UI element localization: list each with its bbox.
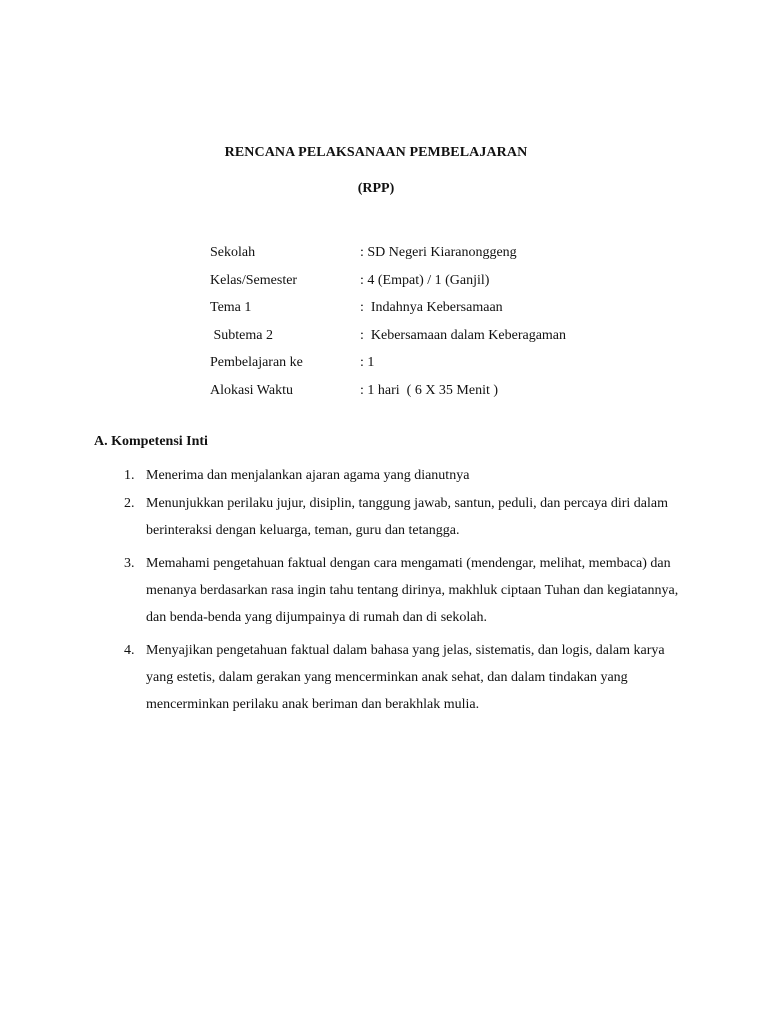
list-item-text: Menunjukkan perilaku jujur, disiplin, tanggung jawab, santun, peduli, dan percaya diri dalam berinteraksi dengan keluarga, teman, guru dan tetangga. — [146, 496, 668, 538]
identity-value: : Kebersamaan dalam Keberagaman — [360, 327, 567, 343]
kompetensi-inti-list — [120, 462, 680, 724]
identity-label: Tema 1 — [210, 300, 252, 316]
document-title: RENCANA PELAKSANAAN PEMBELAJARAN — [224, 145, 528, 160]
identity-label: Kelas/Semester — [210, 272, 298, 288]
list-item-number: 1. — [124, 468, 135, 483]
identity-row-sekolah — [210, 244, 650, 272]
identity-value: : 1 hari ( 6 X 35 Menit ) — [360, 382, 499, 398]
list-item — [120, 637, 680, 718]
list-item — [120, 490, 680, 544]
identity-row-tema — [210, 299, 650, 327]
identity-row-subtema — [210, 327, 650, 355]
list-item-number: 4. — [124, 643, 135, 658]
identity-row-alokasi-waktu — [210, 382, 650, 410]
list-item — [120, 550, 680, 631]
identity-label: Sekolah — [210, 245, 256, 260]
identity-label: Subtema 2 — [210, 327, 273, 343]
identity-label: Alokasi Waktu — [210, 382, 293, 398]
list-item — [120, 462, 680, 489]
identity-value: : 4 (Empat) / 1 (Ganjil) — [360, 272, 490, 288]
identity-value: : SD Negeri Kiaranonggeng — [360, 245, 517, 260]
identity-label: Pembelajaran ke — [210, 355, 303, 371]
list-item-text: Menyajikan pengetahuan faktual dalam bahasa yang jelas, sistematis, dan logis, dalam karya yang estetis, dalam gerakan yang mencerminkan anak sehat, dan dalam tindakan yang mencerminkan perilaku anak beriman dan berakhlak mulia. — [146, 643, 665, 712]
list-item-number: 3. — [124, 556, 135, 571]
identity-table — [210, 244, 650, 410]
section-heading-kompetensi-inti: A. Kompetensi Inti — [94, 434, 208, 449]
document-subtitle: (RPP) — [357, 181, 395, 196]
list-item-text: Memahami pengetahuan faktual dengan cara mengamati (mendengar, melihat, membaca) dan menanya berdasarkan rasa ingin tahu tentang dirinya, makhluk ciptaan Tuhan dan kegiatannya, dan benda-benda yang dijumpainya di rumah dan di sekolah. — [146, 556, 679, 625]
identity-value: : 1 — [360, 355, 375, 371]
identity-row-pembelajaran — [210, 354, 650, 382]
identity-value: : Indahnya Kebersamaan — [360, 300, 503, 316]
list-item-text: Menerima dan menjalankan ajaran agama yang dianutnya — [146, 468, 470, 483]
identity-row-kelas-semester — [210, 272, 650, 300]
list-item-number: 2. — [124, 496, 135, 511]
